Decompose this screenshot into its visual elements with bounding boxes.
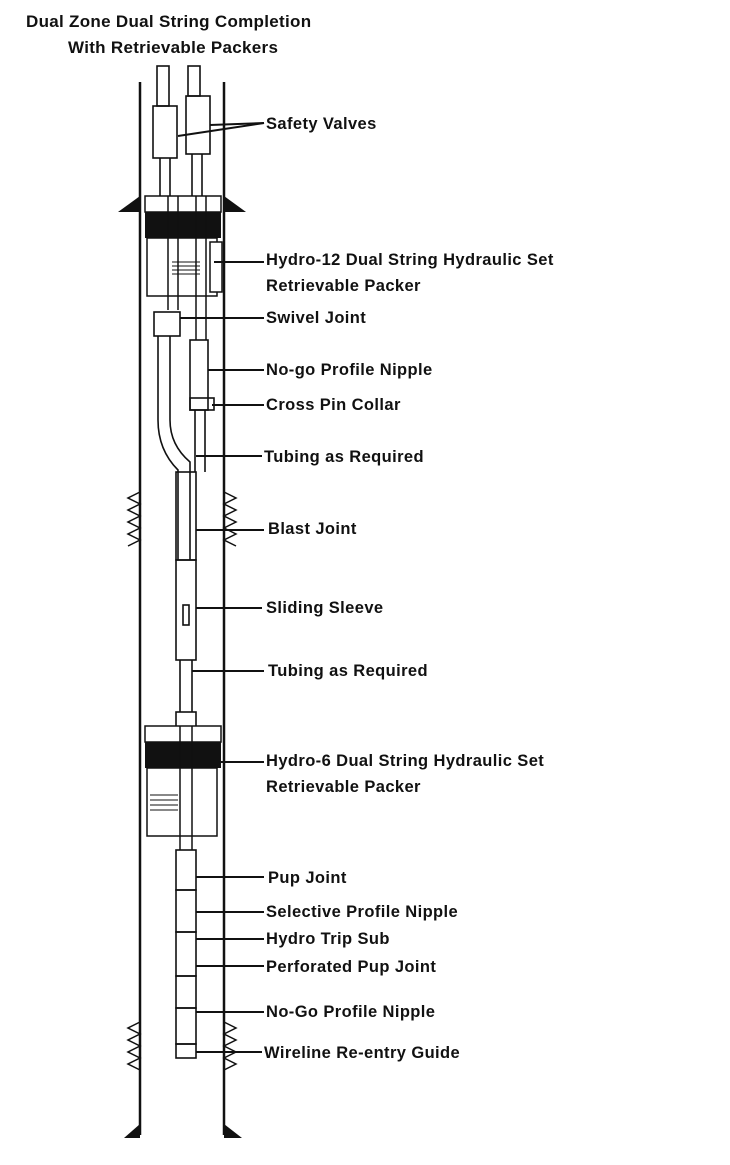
label-hydro12-line2: Retrievable Packer — [266, 277, 421, 295]
diagram-title-line1: Dual Zone Dual String Completion — [26, 12, 312, 31]
diagram-title-line2: With Retrievable Packers — [68, 38, 279, 57]
label-sliding-sleeve: Sliding Sleeve — [266, 599, 384, 617]
label-wireline-reentry-guide: Wireline Re-entry Guide — [264, 1044, 461, 1062]
label-safety-valves: Safety Valves — [266, 115, 377, 133]
hydro6-packer — [145, 726, 221, 850]
label-hydro6-line1: Hydro-6 Dual String Hydraulic Set — [266, 752, 545, 770]
label-blast-joint: Blast Joint — [268, 520, 357, 538]
label-hydro12-line1: Hydro-12 Dual String Hydraulic Set — [266, 251, 554, 269]
label-perforated-pup-joint: Perforated Pup Joint — [266, 958, 437, 976]
label-nogo-profile-nipple: No-go Profile Nipple — [266, 361, 433, 379]
label-hydro-trip-sub: Hydro Trip Sub — [266, 930, 390, 948]
label-tubing-upper: Tubing as Required — [264, 448, 424, 466]
label-selective-profile-nipple: Selective Profile Nipple — [266, 903, 459, 921]
label-cross-pin-collar: Cross Pin Collar — [266, 396, 401, 414]
label-hydro6-line2: Retrievable Packer — [266, 778, 421, 796]
label-pup-joint: Pup Joint — [268, 869, 347, 887]
label-tubing-lower: Tubing as Required — [268, 662, 428, 680]
label-nogo-profile-nipple-lower: No-Go Profile Nipple — [266, 1003, 436, 1021]
casing-shoes — [118, 196, 246, 1138]
label-swivel-joint: Swivel Joint — [266, 309, 367, 327]
